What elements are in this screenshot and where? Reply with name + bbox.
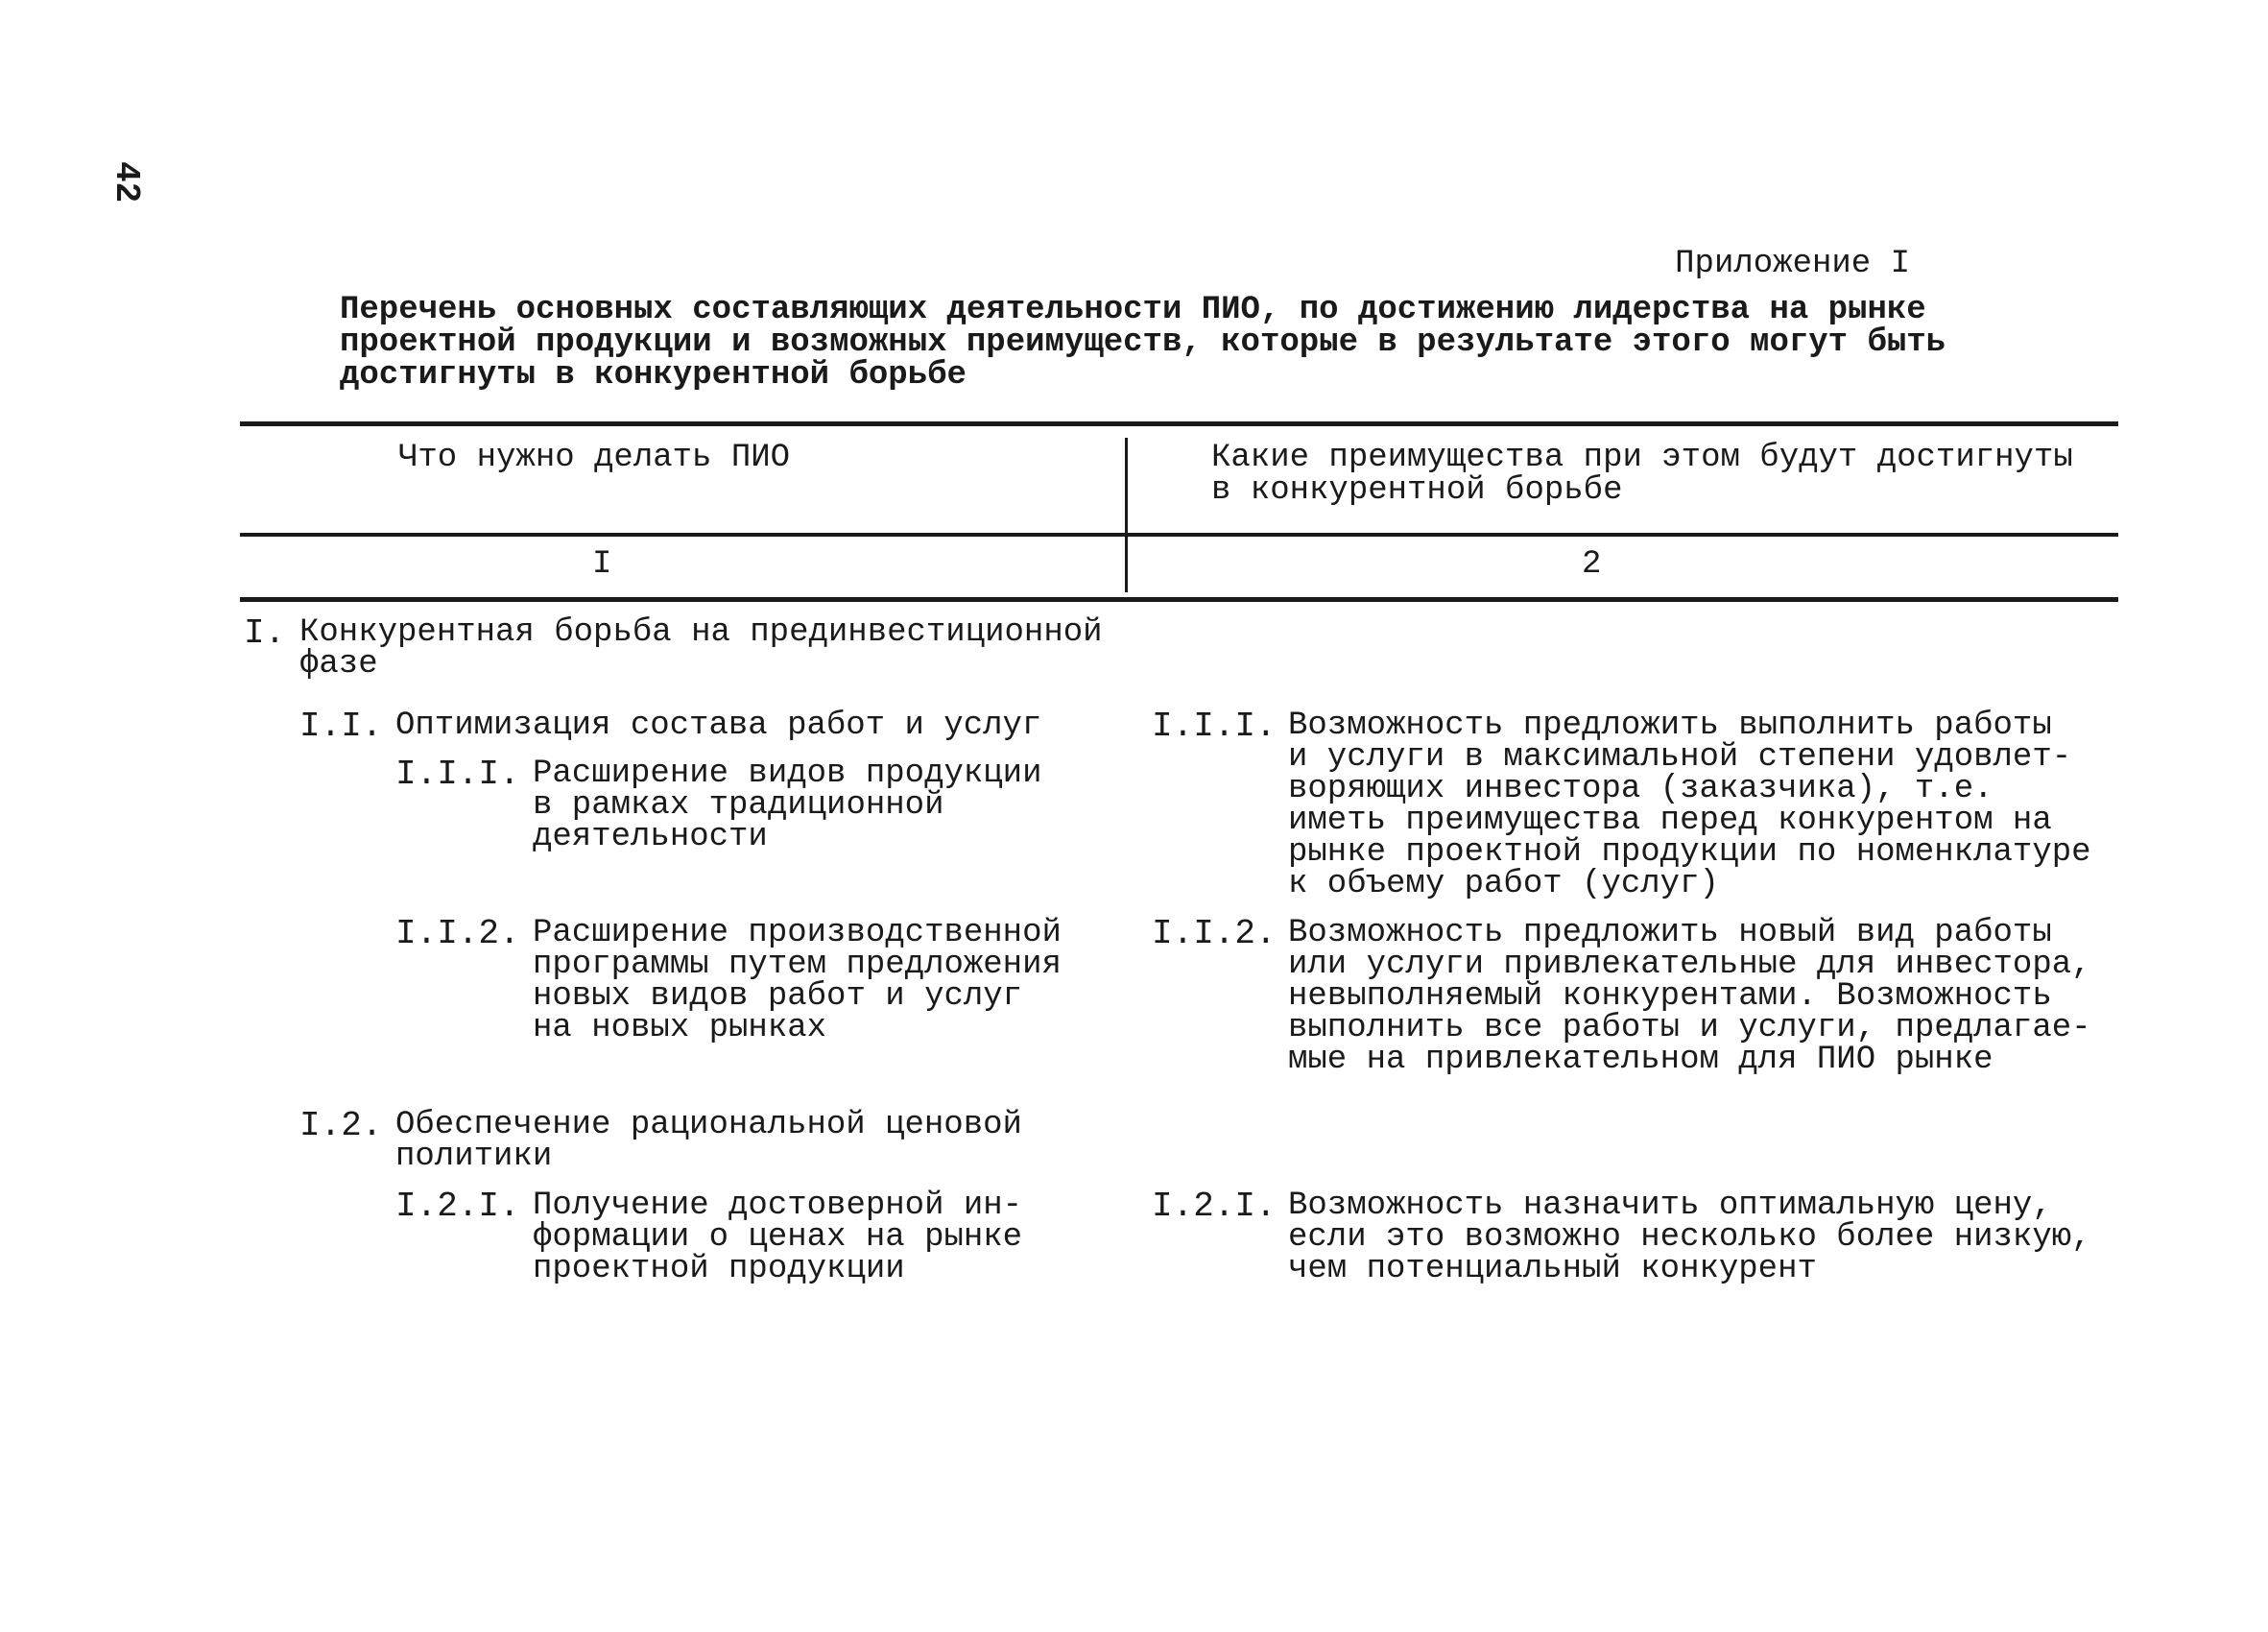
section-text-line: Оптимизация состава работ и услуг [395, 708, 1042, 744]
column-separator [1125, 542, 1128, 592]
section-number: I.I. [299, 707, 383, 746]
header-mid-rule [240, 533, 2118, 537]
advantage-number: I.I.2. [1152, 914, 1277, 953]
section-text-line: формации о ценах на рынке [533, 1219, 1023, 1256]
advantage-text-line: иметь преимущества перед конкурентом на [1288, 803, 2052, 839]
advantage-text-line: к объему работ (услуг) [1288, 866, 1719, 902]
col2-header-line: в конкурентной борьбе [1211, 472, 1623, 509]
section-number: I. [244, 613, 286, 653]
advantage-text-line: мые на привлекательном для ПИО рынке [1288, 1042, 1993, 1078]
section-text-line: Получение достоверной ин- [533, 1188, 1023, 1224]
advantage-number: I.I.I. [1152, 707, 1277, 746]
advantage-text-line: невыполняемый конкурентами. Возможность [1288, 978, 2052, 1015]
section-text-line: деятельности [533, 819, 768, 855]
section-text-line: политики [395, 1139, 553, 1175]
advantage-number: I.2.I. [1152, 1187, 1277, 1226]
advantage-text-line: воряющих инвестора (заказчика), т.е. [1288, 771, 1993, 807]
appendix-label: Приложение I [1675, 246, 1910, 282]
section-number: I.I.I. [395, 755, 520, 794]
section-text-line: на новых рынках [533, 1010, 827, 1046]
section-text-line: новых видов работ и услуг [533, 978, 1023, 1015]
table-top-rule [240, 421, 2118, 426]
section-text-line: Расширение видов продукции [533, 756, 1042, 792]
col1-header: Что нужно делать ПИО [398, 440, 791, 476]
section-text-line: проектной продукции [533, 1251, 905, 1287]
page-number: 42 [107, 161, 146, 204]
advantage-text-line: чем потенциальный конкурент [1288, 1251, 1817, 1287]
title-line: Перечень основных составляющих деятельности ПИО, по достижению лидерства на рынке [340, 292, 1926, 328]
advantage-text-line: Возможность назначить оптимальную цену, [1288, 1188, 2052, 1224]
advantage-text-line: выполнить все работы и услуги, предлагае- [1288, 1010, 2091, 1046]
title-line: достигнуты в конкурентной борьбе [340, 357, 967, 394]
section-text-line: фазе [299, 646, 378, 683]
section-number: I.2. [299, 1106, 383, 1145]
advantage-text-line: Возможность предложить новый вид работы [1288, 915, 2052, 951]
title-line: проектной продукции и возможных преимуществ, которые в результате этого могут быть [340, 324, 1946, 361]
advantage-text-line: рынке проектной продукции по номенклатуре [1288, 834, 2091, 871]
section-text-line: Обеспечение рациональной ценовой [395, 1107, 1022, 1143]
advantage-text-line: если это возможно несколько более низкую, [1288, 1219, 2091, 1256]
col2-number: 2 [1582, 546, 1602, 583]
advantage-text-line: и услуги в максимальной степени удовлет- [1288, 739, 2072, 776]
col2-header-line: Какие преимущества при этом будут достигнуты [1211, 440, 2073, 476]
section-number: I.I.2. [395, 914, 520, 953]
section-text-line: Конкурентная борьба на прединвестиционной [299, 614, 1103, 651]
section-text-line: в рамках традиционной [533, 787, 944, 824]
document-title [340, 294, 2019, 392]
col1-number: I [592, 546, 612, 583]
advantage-text-line: Возможность предложить выполнить работы [1288, 708, 2052, 744]
section-number: I.2.I. [395, 1187, 520, 1226]
advantage-text-line: или услуги привлекательные для инвестора, [1288, 947, 2091, 983]
section-text-line: Расширение производственной [533, 915, 1062, 951]
section-text-line: программы путем предложения [533, 947, 1062, 983]
header-bottom-rule [240, 597, 2118, 602]
